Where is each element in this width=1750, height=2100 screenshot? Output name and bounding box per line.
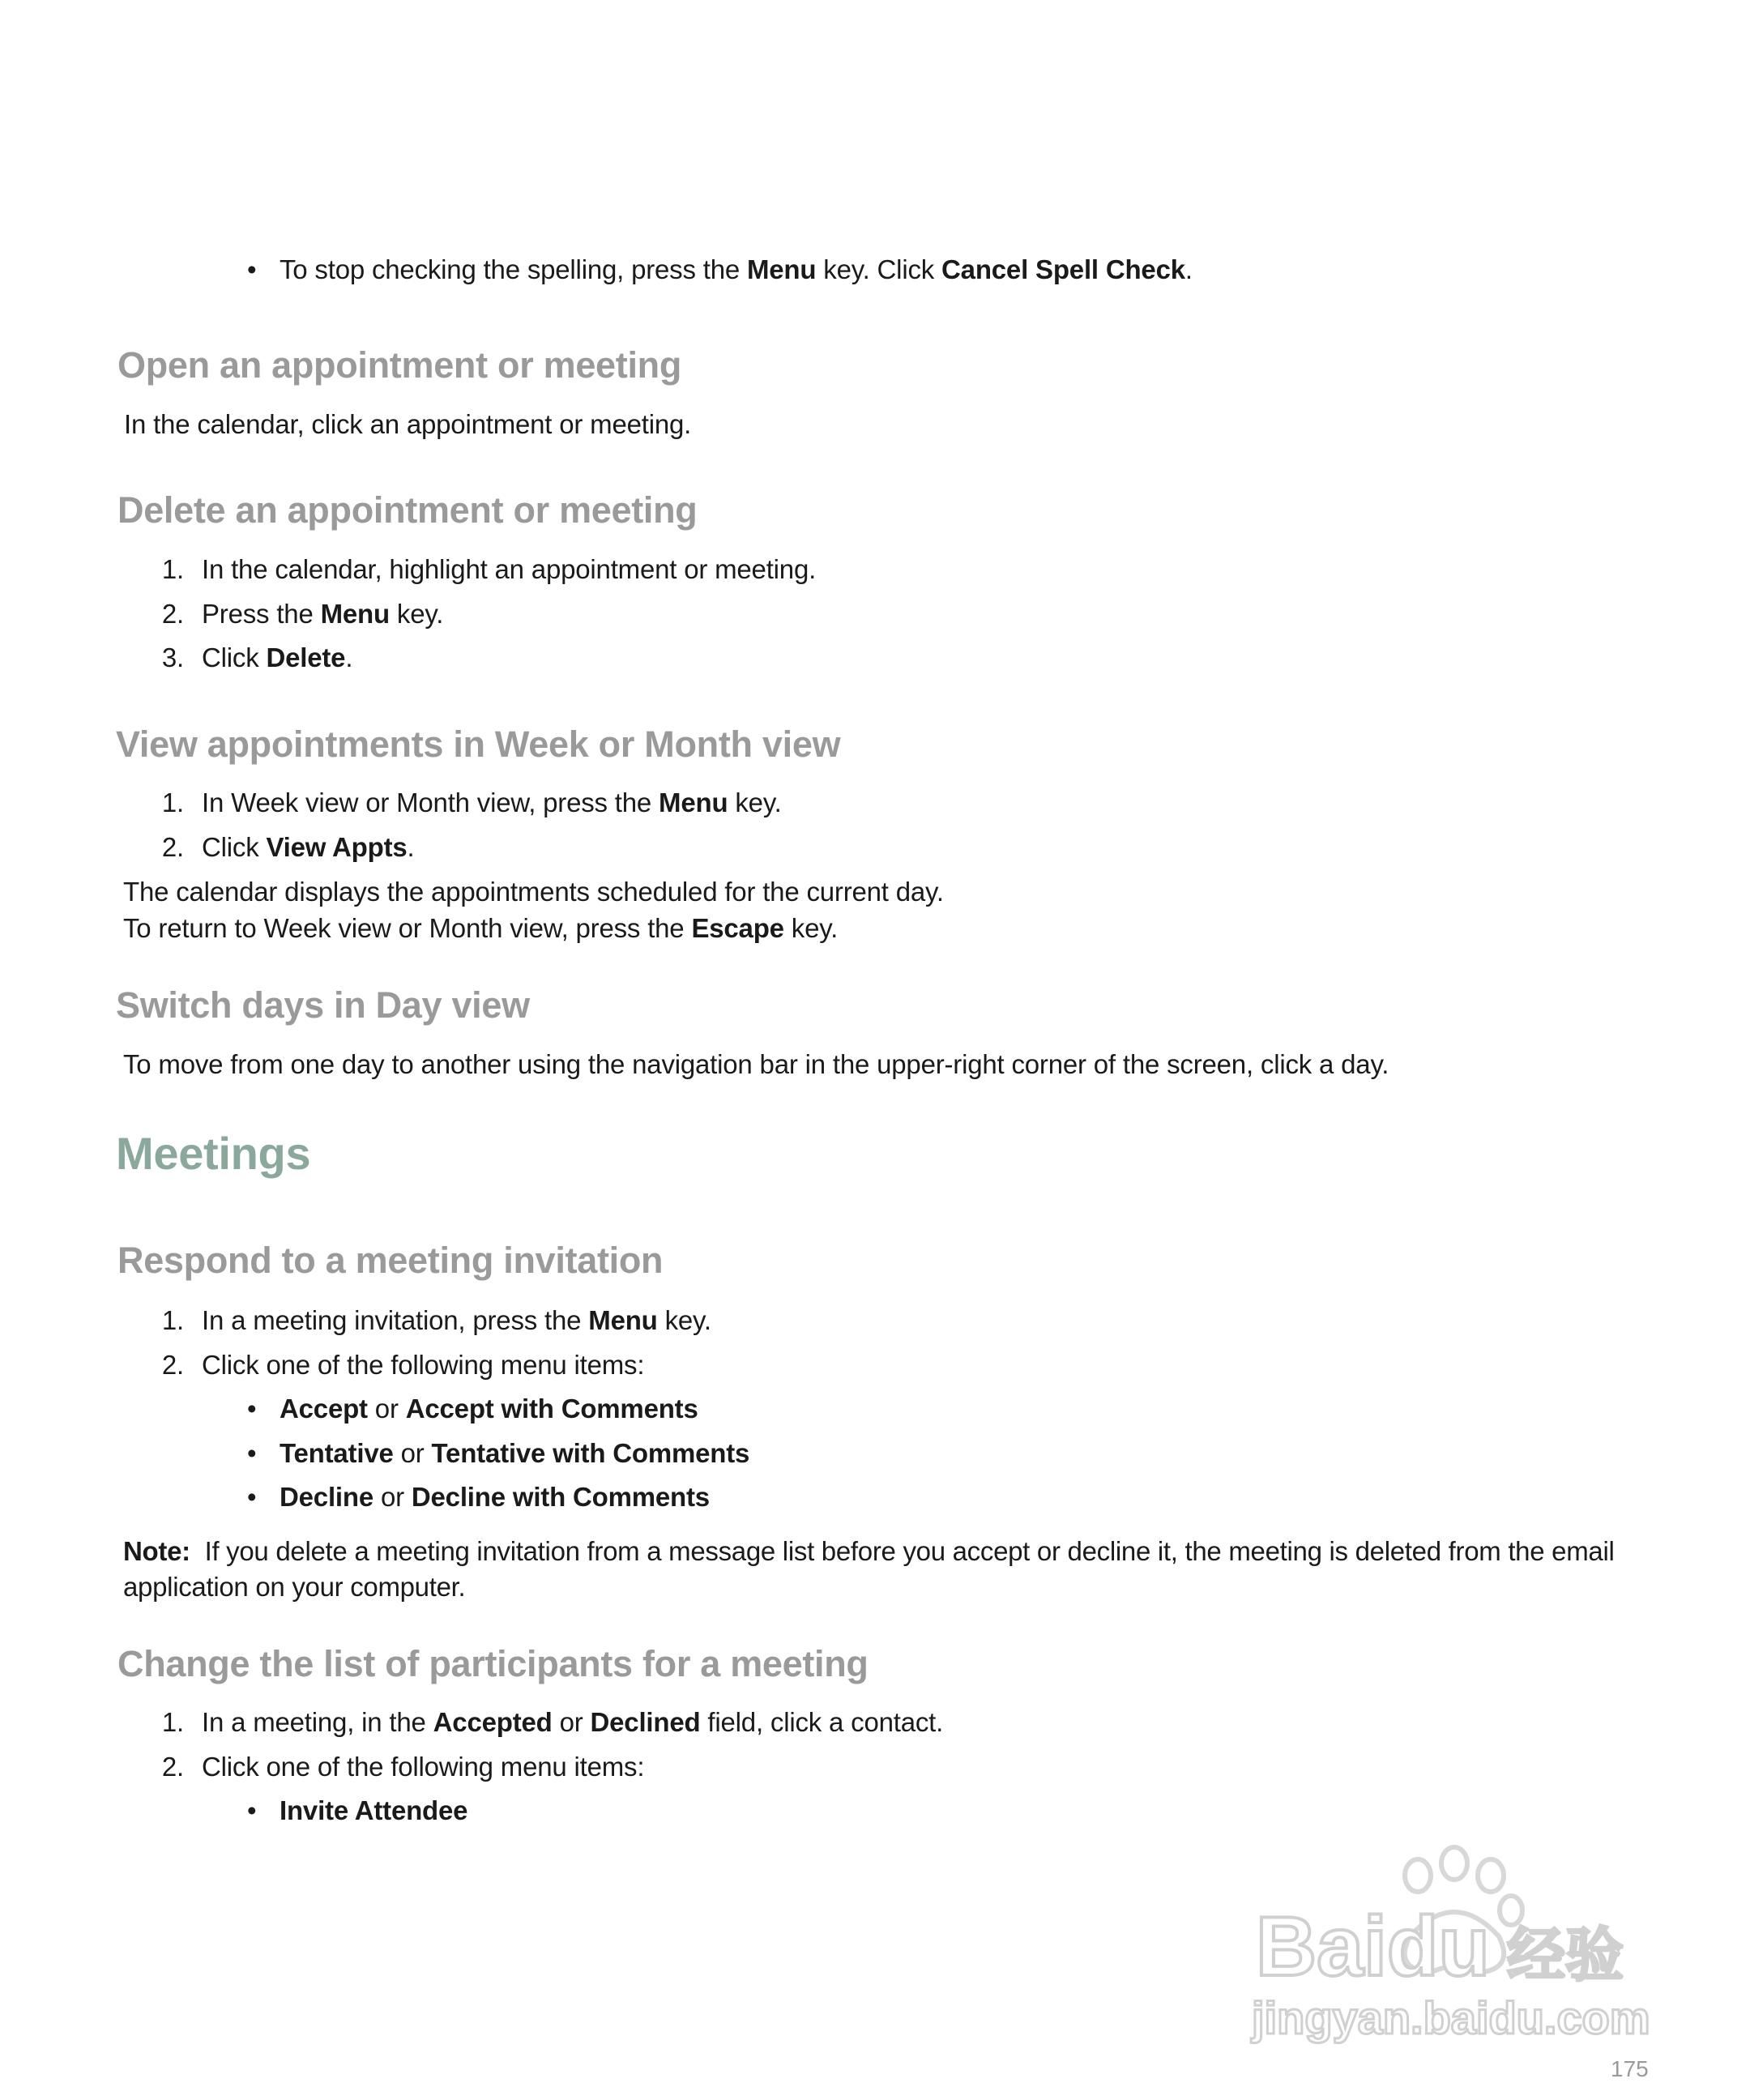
heading-view-appointments: View appointments in Week or Month view: [116, 723, 841, 765]
note-label: Note:: [123, 1536, 190, 1566]
list-item: 1. In a meeting, in the Accepted or Declined field, click a contact.: [161, 1707, 944, 1737]
list-item: 2. Click one of the following menu items:: [161, 1752, 645, 1782]
section-title-meetings: Meetings: [116, 1128, 311, 1179]
view-return-text: To return to Week view or Month view, press the Escape key.: [123, 913, 839, 943]
bullet-item: • Tentative or Tentative with Comments: [247, 1438, 750, 1468]
watermark-brand-text: Baidu: [1256, 1900, 1490, 1994]
list-item: 2. Press the Menu key.: [161, 599, 444, 629]
open-appointment-text: In the calendar, click an appointment or meeting.: [124, 409, 692, 439]
page-number: 175: [1611, 2056, 1649, 2081]
bullet-item: • Invite Attendee: [247, 1795, 468, 1825]
bullet-item: • Decline or Decline with Comments: [247, 1482, 710, 1512]
heading-switch-days: Switch days in Day view: [116, 984, 530, 1026]
heading-change-participants: Change the list of participants for a meeting: [117, 1643, 869, 1684]
heading-open-appointment: Open an appointment or meeting: [117, 344, 682, 386]
note-paragraph: Note: If you delete a meeting invitation from a message list before you accept or decline it, the meeting is deleted from the email application on your computer.: [123, 1536, 1615, 1602]
paw-logo-icon: [1248, 1839, 1669, 2050]
list-item: 1. In Week view or Month view, press the Menu key.: [161, 788, 782, 817]
watermark-cn-text: 经验: [1507, 1921, 1624, 1989]
spell-check-bullet: • To stop checking the spelling, press the Menu key. Click Cancel Spell Check.: [247, 252, 1193, 288]
view-result-text: The calendar displays the appointments scheduled for the current day.: [123, 877, 944, 907]
watermark-url-text: jingyan.baidu.com: [1252, 1992, 1650, 2043]
heading-respond-invitation: Respond to a meeting invitation: [117, 1240, 664, 1281]
list-item: 2. Click one of the following menu items:: [161, 1350, 645, 1380]
list-item: 3. Click Delete.: [161, 642, 353, 672]
heading-delete-appointment: Delete an appointment or meeting: [117, 489, 698, 531]
baidu-jingyan-watermark: [1248, 1839, 1669, 2050]
bullet-glyph: •: [247, 254, 257, 284]
list-item: 1. In the calendar, highlight an appointment or meeting.: [161, 554, 817, 584]
list-item: 1. In a meeting invitation, press the Menu key.: [161, 1305, 711, 1335]
bullet-item: • Accept or Accept with Comments: [247, 1394, 698, 1423]
switch-days-text: To move from one day to another using the navigation bar in the upper-right corner of the screen, click a day.: [123, 1049, 1389, 1079]
list-item: 2. Click View Appts.: [161, 832, 415, 862]
